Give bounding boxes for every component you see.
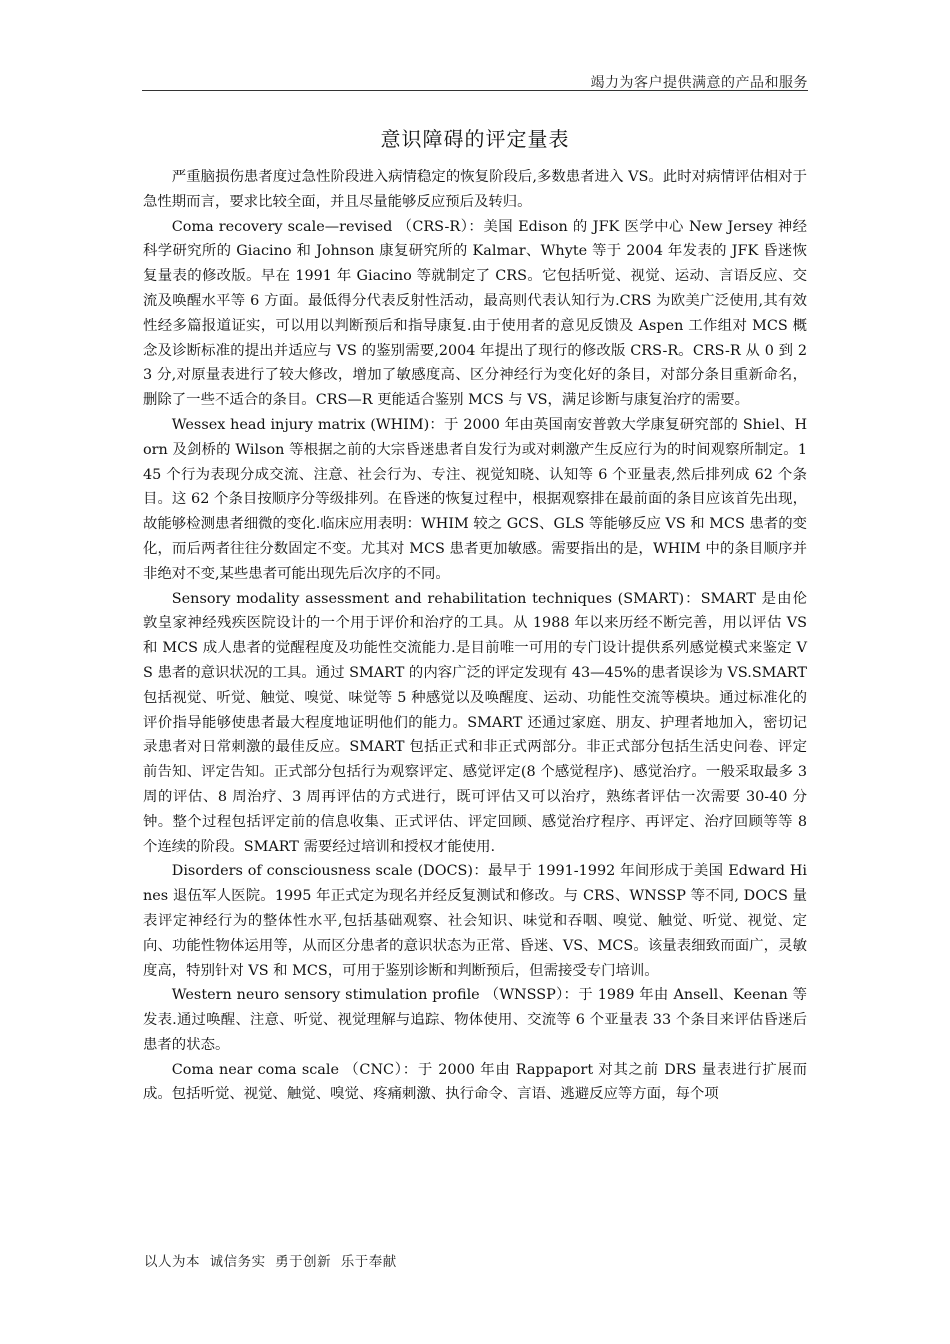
paragraph-smart: Sensory modality assessment and rehabilitation techniques (SMART)：SMART 是由伦敦皇家神经残疾医院设计的一个用于评价和治疗的工具。从 1988 年以来历经不断完善，用以评估 VS 和 MCS 成人患者的觉醒程度及功能性交流能力.是目前唯一可用的专门设计提供系列感觉模式来鉴定 VS 患者的意识状况的工具。通过 SMART 的内容广泛的评定发现有 43—45%的患者误诊为 VS.SMART 包括视觉、听觉、触觉、嗅觉、味觉等 5 种感觉以及唤醒度、运动、功能性交流等模块。通过标准化的评价指导能够使患者最大程度地证明他们的能力。SMART 还通过家庭、朋友、护理者地加入，密切记录患者对日常刺激的最佳反应。SMART 包括正式和非正式两部分。非正式部分包括生活史问卷、评定前告知、评定告知。正式部分包括行为观察评定、感觉评定(8 个感觉程序)、感觉治疗。一般采取最多 3 周的评估、8 周治疗、3 周再评估的方式进行，既可评估又可以治疗，熟练者评估一次需要 30-40 分钟。整个过程包括评定前的信息收集、正式评估、评定回顾、感觉治疗程序、再评定、治疗回顾等等 8 个连续的阶段。SMART 需要经过培训和授权才能使用.	[143, 590, 807, 855]
paragraph-intro: 严重脑损伤患者度过急性阶段进入病情稳定的恢复阶段后,多数患者进入 VS。此时对病情评估相对于急性期而言，要求比较全面，并且尽量能够反应预后及转归。	[143, 169, 807, 210]
document-title: 意识障碍的评定量表	[380, 127, 570, 151]
paragraph-wnssp: Western neuro sensory stimulation profile （WNSSP）：于 1989 年由 Ansell、Keenan 等发表.通过唤醒、注意、听觉、视觉理解与追踪、物体使用、交流等 6 个亚量表 33 个条目来评估昏迷后患者的状态。	[143, 987, 807, 1053]
document-body	[143, 165, 807, 1107]
paragraph-whim: Wessex head injury matrix (WHIM)：于 2000 年由英国南安普敦大学康复研究部的 Shiel、Horn 及剑桥的 Wilson 等根据之前的大宗昏迷患者自发行为或对刺激产生反应行为的时间观察所制定。145 个行为表现分成交流、注意、社会行为、专注、视觉知晓、认知等 6 个亚量表,然后排列成 62 个条目。这 62 个条目按顺序分等级排列。在昏迷的恢复过程中，根据观察排在最前面的条目应该首先出现，故能够检测患者细微的变化.临床应用表明：WHIM 较之 GCS、GLS 等能够反应 VS 和 MCS 患者的变化，而后两者往往分数固定不变。尤其对 MCS 患者更加敏感。需要指出的是，WHIM 中的条目顺序并非绝对不变,某些患者可能出现先后次序的不同。	[143, 416, 807, 582]
page-footer-motto: 以人为本 诚信务实 勇于创新 乐于奉献	[144, 1254, 397, 1270]
paragraph-cnc: Coma near coma scale （CNC）：于 2000 年由 Rappaport 对其之前 DRS 量表进行扩展而成。包括听觉、视觉、触觉、嗅觉、疼痛刺激、执行命令、言语、逃避反应等方面，每个项	[143, 1061, 807, 1103]
paragraph-crs-r: Coma recovery scale—revised （CRS-R）：美国 Edison 的 JFK 医学中心 New Jersey 神经科学研究所的 Giacino 和 Johnson 康复研究所的 Kalmar、Whyte 等于 2004 年发表的 JFK 昏迷恢复量表的修改版。早在 1991 年 Giacino 等就制定了 CRS。它包括听觉、视觉、运动、言语反应、交流及唤醒水平等 6 方面。最低得分代表反射性活动，最高则代表认知行为.CRS 为欧美广泛使用,其有效性经多篇报道证实，可以用以判断预后和指导康复.由于使用者的意见反馈及 Aspen 工作组对 MCS 概念及诊断标准的提出并适应与 VS 的鉴别需要,2004 年提出了现行的修改版 CRS-R。CRS-R 从 0 到 23 分,对原量表进行了较大修改，增加了敏感度高、区分神经行为变化好的条目，对部分条目重新命名，删除了一些不适合的条目。CRS—R 更能适合鉴别 MCS 与 VS，满足诊断与康复治疗的需要。	[143, 218, 807, 409]
page-header-slogan: 竭力为客户提供满意的产品和服务	[590, 75, 808, 91]
paragraph-docs: Disorders of consciousness scale (DOCS)：最早于 1991-1992 年间形成于美国 Edward Hines 退伍军人医院。1995 年正式定为现名并经反复测试和修改。与 CRS、WNSSP 等不同, DOCS 量表评定神经行为的整体性水平,包括基础观察、社会知识、味觉和吞咽、嗅觉、触觉、听觉、视觉、定向、功能性物体运用等，从而区分患者的意识状态为正常、昏迷、VS、MCS。该量表细致而面广，灵敏度高，特别针对 VS 和 MCS，可用于鉴别诊断和判断预后，但需接受专门培训。	[143, 863, 807, 979]
header-divider	[142, 90, 808, 91]
